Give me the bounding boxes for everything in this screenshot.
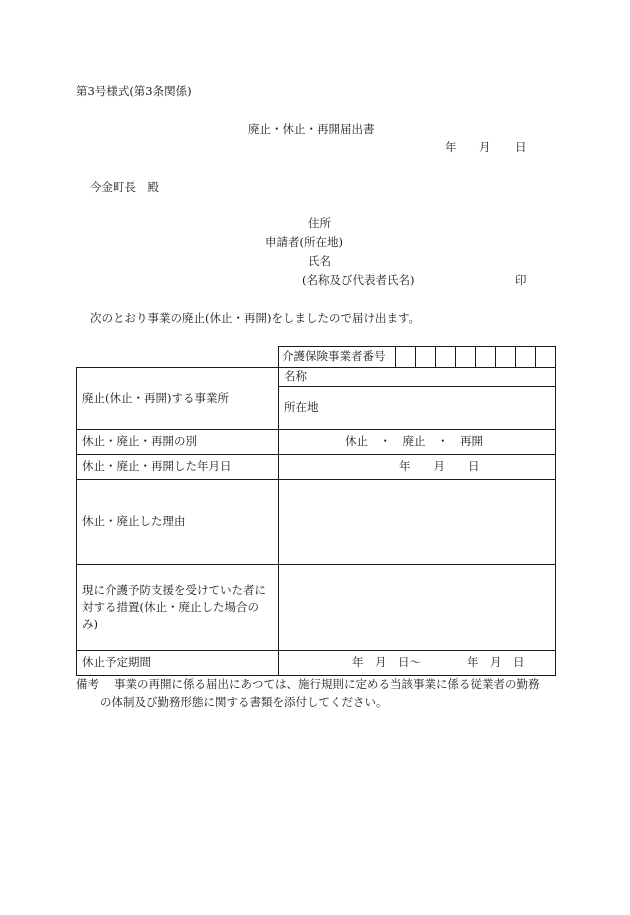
measures-label: 現に介護予防支援を受けていた者に対する措置(休止・廃止した場合のみ): [82, 583, 266, 631]
remarks-line-1: 事業の再開に係る届出にあつては、施行規則に定める当該事業に係る従業者の勤務: [114, 677, 540, 691]
seal-mark: 印: [515, 273, 527, 287]
office-name-label: 名称: [284, 369, 307, 384]
remarks-line-2: の体制及び勤務形態に関する書類を添付してください。: [100, 695, 388, 709]
type-label: 休止・廃止・再開の別: [82, 434, 197, 449]
name-note: (名称及び代表者氏名): [302, 273, 415, 287]
remarks-label: 備考: [76, 677, 99, 691]
office-location-label: 所在地: [284, 400, 319, 415]
date-value: 年 月 日: [399, 459, 480, 474]
form-number: 第3号様式(第3条関係): [76, 84, 192, 98]
date-label: 休止・廃止・再開した年月日: [82, 459, 232, 474]
date-year-label: 年: [445, 140, 457, 154]
office-label: 廃止(休止・再開)する事業所: [82, 390, 229, 405]
address-label: 住所: [308, 216, 331, 230]
provider-number-label: 介護保険事業者番号: [282, 349, 386, 364]
addressee: 今金町長 殿: [90, 180, 159, 194]
applicant-label: 申請者(所在地): [265, 235, 343, 249]
period-label: 休止予定期間: [82, 655, 151, 670]
reason-label: 休止・廃止した理由: [82, 514, 186, 529]
period-value: 年 月 日～ 年 月 日: [352, 655, 525, 670]
date-month-label: 月: [479, 140, 491, 154]
name-label: 氏名: [308, 254, 331, 268]
type-options: 休止 ・ 廃止 ・ 再開: [345, 434, 483, 449]
intro-text: 次のとおり事業の廃止(休止・再開)をしましたので届け出ます。: [90, 311, 421, 325]
date-day-label: 日: [515, 140, 527, 154]
document-title: 廃止・休止・再開届出書: [248, 122, 375, 136]
